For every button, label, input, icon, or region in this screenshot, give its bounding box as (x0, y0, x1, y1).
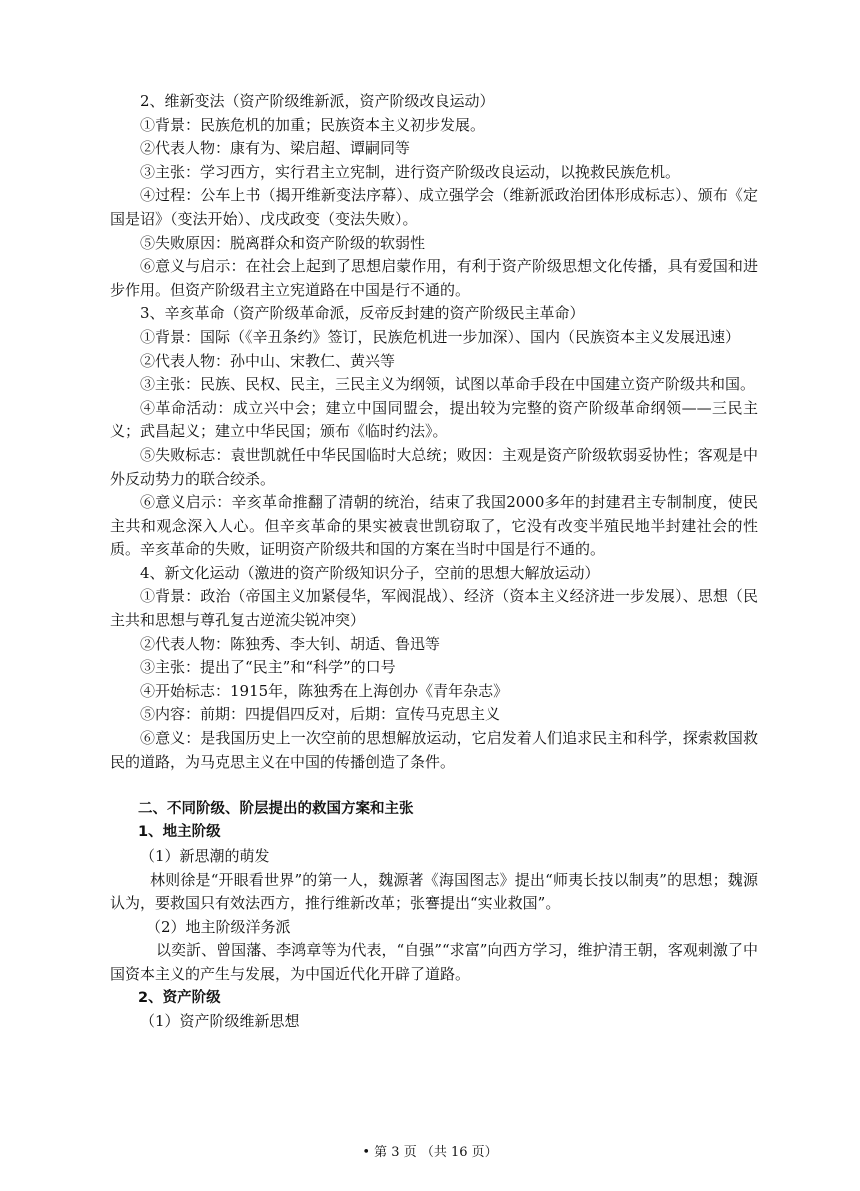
text-paragraph: ⑥意义：是我国历史上一次空前的思想解放运动，它启发着人们追求民主和科学，探索救国救民的道路，为马克思主义在中国的传播创造了条件。 (110, 729, 758, 771)
subheading-landlord: 1、地主阶级 (138, 824, 221, 841)
text-paragraph: ①背景：国际（《辛丑条约》签订，民族危机进一步加深）、国内（民族资本主义发展迅速） (140, 327, 741, 346)
section-heading-new-culture: 4、新文化运动（激进的资产阶级知识分子，空前的思想大解放运动） (140, 563, 600, 582)
text-line: ④开始标志：1915年，陈独秀在上海创办《青年杂志》 (140, 681, 509, 700)
text-paragraph: 林则徐是“开眼看世界”的第一人，魏源著《海国图志》提出“师夷长技以制夷”的思想；魏源认为，要救国只有效法西方，推行维新改革；张謇提出“实业救国”。 (110, 870, 758, 913)
section-heading-reform: 2、维新变法（资产阶级维新派，资产阶级改良运动） (140, 92, 495, 110)
chapter-heading: 二、不同阶级、阶层提出的救国方案和主张 (138, 800, 414, 817)
spacer (110, 774, 758, 798)
subsection-title: （2）地主阶级洋务派 (146, 917, 291, 936)
text-paragraph: ⑥意义与启示：在社会上起到了思想启蒙作用，有利于资产阶级思想文化传播，具有爱国和进步作用。但资产阶级君主立宪道路在中国是行不通的。 (110, 257, 758, 299)
text-line: ①背景：民族危机的加重；民族资本主义初步发展。 (140, 115, 486, 134)
text-paragraph: ③主张：民族、民权、民主，三民主义为纲领，试图以革命手段在中国建立资产阶级共和国。 (140, 375, 756, 394)
text-line: ②代表人物：康有为、梁启超、谭嗣同等 (140, 139, 411, 158)
text-paragraph: ④革命活动：成立兴中会；建立中国同盟会，提出较为完整的资产阶级革命纲领——三民主义；武昌起义；建立中华民国；颁布《临时约法》。 (110, 398, 758, 441)
page-number: • 第 3 页 （共 16 页） (362, 1145, 498, 1160)
text-line: ③主张：学习西方，实行君主立宪制，进行资产阶级改良运动，以挽救民族危机。 (140, 162, 681, 181)
text-line: ⑤失败原因：脱离群众和资产阶级的软弱性 (140, 233, 426, 252)
subheading-bourgeoisie: 2、资产阶级 (138, 989, 221, 1006)
text-paragraph: 以奕訢、曾国藩、李鸿章等为代表，“自强”“求富”向西方学习，维护清王朝，客观刺激了中国资本主义的产生与发展，为中国近代化开辟了道路。 (110, 941, 758, 983)
text-paragraph: ⑥意义启示：辛亥革命推翻了清朝的统治，结束了我国2000多年的封建君主专制制度，使民主共和观念深入人心。但辛亥革命的果实被袁世凯窃取了，它没有改变半殖民地半封建社会的性质。辛亥革命的失败，证明资产阶级共和国的方案在当时中国是行不通的。 (110, 493, 758, 559)
document-body (110, 90, 758, 1034)
text-line: ③主张：提出了“民主”和“科学”的口号 (140, 658, 396, 677)
section-heading-revolution: 3、辛亥革命（资产阶级革命派，反帝反封建的资产阶级民主革命） (140, 304, 585, 323)
text-paragraph: ⑤失败标志：袁世凯就任中华民国临时大总统；败因：主观是资产阶级软弱妥协性；客观是中外反动势力的联合绞杀。 (110, 445, 758, 488)
text-paragraph: ④过程：公车上书（揭开维新变法序幕）、成立强学会（维新派政治团体形成标志）、颁布《定国是诏》（变法开始）、戊戌政变（变法失败）。 (110, 186, 758, 228)
text-line: ⑤内容：前期：四提倡四反对，后期：宣传马克思主义 (140, 705, 501, 724)
text-line: ②代表人物：孙中山、宋教仁、黄兴等 (140, 351, 396, 370)
subsection-title: （1）资产阶级维新思想 (140, 1012, 300, 1031)
subsection-title: （1）新思潮的萌发 (140, 847, 270, 865)
text-paragraph: ①背景：政治（帝国主义加紧侵华，军阀混战）、经济（资本主义经济进一步发展）、思想（民主共和思想与尊孔复古逆流尖锐冲突） (110, 587, 758, 630)
text-line: ②代表人物：陈独秀、李大钊、胡适、鲁迅等 (140, 634, 441, 653)
